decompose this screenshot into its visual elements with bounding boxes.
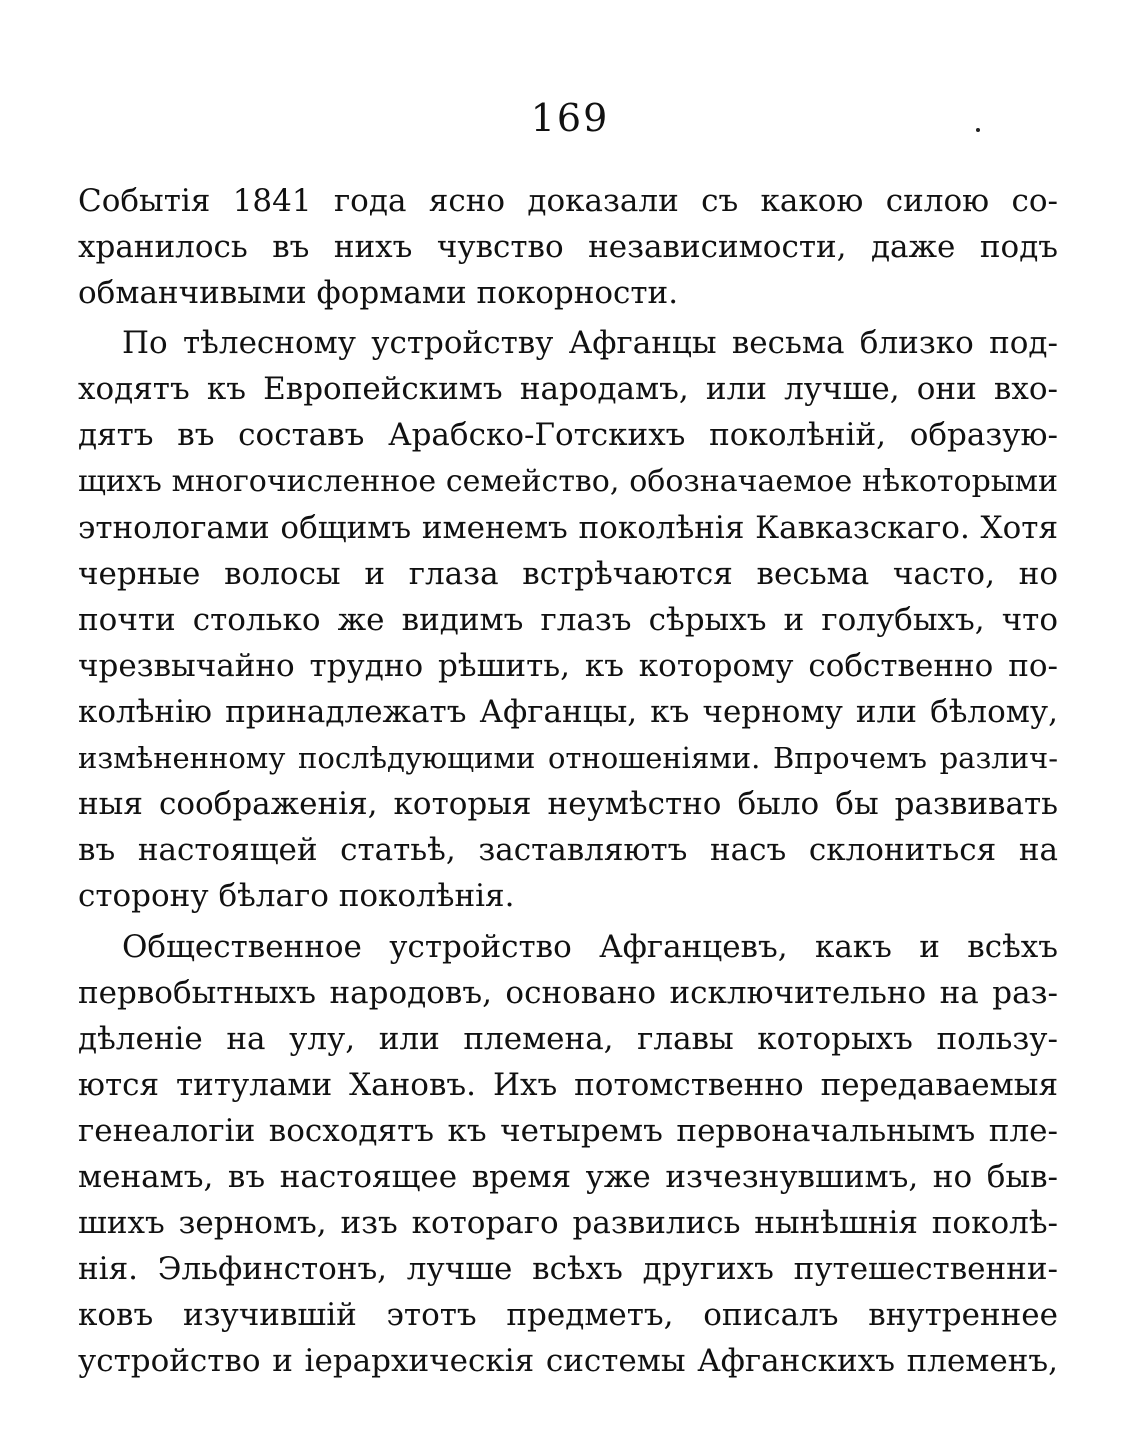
text-line: ныя соображенія, которыя неумѣстно было бы развивать	[78, 786, 1058, 823]
page-number: 169	[530, 96, 610, 140]
text-line: въ настоящей статьѣ, заставляютъ насъ склониться на	[78, 832, 1058, 869]
ink-speck	[976, 128, 980, 132]
text-line: ходятъ къ Европейскимъ народамъ, или лучше, они вхо-	[78, 371, 1058, 408]
text-line: этнологами общимъ именемъ поколѣнія Кавказскаго. Хотя	[78, 509, 1058, 546]
text-line: сторону бѣлаго поколѣнія.	[78, 878, 515, 915]
text-line: Событія 1841 года ясно доказали съ какою силою со-	[78, 183, 1058, 219]
text-line: черные волосы и глаза встрѣчаются весьма часто, но	[78, 555, 1058, 592]
text-line: обманчивыми формами покорности.	[78, 275, 679, 312]
body-text	[78, 178, 1058, 1384]
text-line: почти столько же видимъ глазъ сѣрыхъ и голубыхъ, что	[78, 601, 1058, 638]
text-line: первобытныхъ народовъ, основано исключительно на раз-	[78, 974, 1058, 1011]
text-line: генеалогіи восходятъ къ четыремъ первоначальнымъ пле-	[78, 1112, 1058, 1149]
text-line: устройство и іерархическія системы Афганскихъ племенъ,	[78, 1343, 1058, 1380]
text-line: Общественное устройство Афганцевъ, какъ и всѣхъ	[122, 928, 1058, 965]
text-line: шихъ зерномъ, изъ котораго развились нынѣшнія поколѣ-	[78, 1205, 1058, 1242]
text-line: дѣленіе на улу, или племена, главы которыхъ пользу-	[78, 1020, 1058, 1057]
text-line: хранилось въ нихъ чувство независимости, даже подъ	[78, 229, 1058, 266]
text-line: По тѣлесному устройству Афганцы весьма близко под-	[122, 325, 1058, 362]
text-line: нія. Эльфинстонъ, лучше всѣхъ другихъ путешественни-	[78, 1251, 1058, 1288]
text-line: дятъ въ составъ Арабско-Готскихъ поколѣній, образую-	[78, 417, 1058, 454]
text-line: ются титулами Хановъ. Ихъ потомственно передаваемыя	[78, 1066, 1058, 1103]
text-line: измѣненному послѣдующими отношеніями. Впрочемъ различ-	[78, 741, 1058, 776]
text-line: щихъ многочисленное семейство, обозначаемое нѣкоторыми	[78, 463, 1058, 499]
text-line: менамъ, въ настоящее время уже изчезнувшимъ, но быв-	[78, 1158, 1058, 1195]
text-line: ковъ изучившій этотъ предметъ, описалъ внутреннее	[78, 1297, 1058, 1334]
text-line: колѣнію принадлежатъ Афганцы, къ черному или бѣлому,	[78, 694, 1058, 731]
text-line: чрезвычайно трудно рѣшить, къ которому собственно по-	[78, 647, 1058, 684]
